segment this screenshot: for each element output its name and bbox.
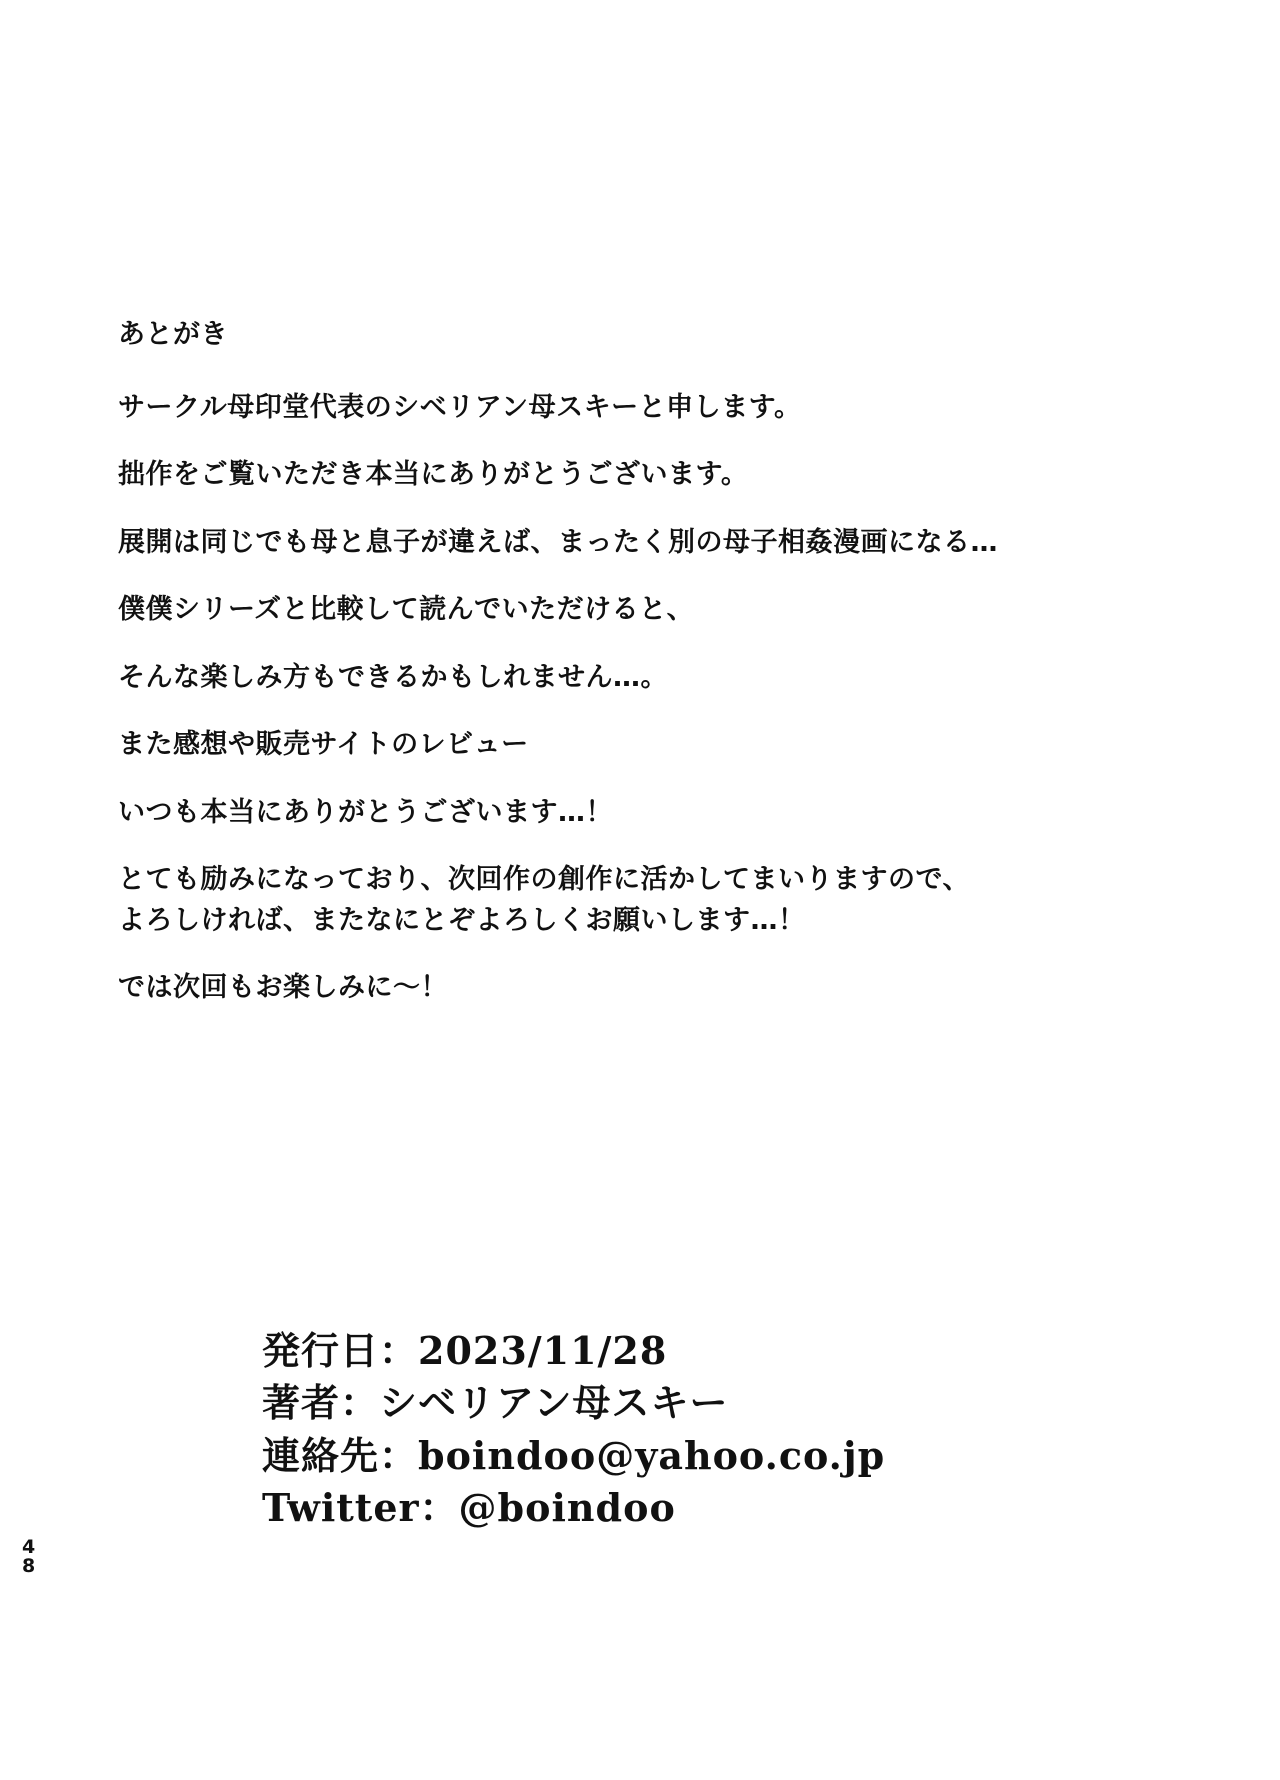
page-number-digit-2: 8	[22, 1555, 36, 1577]
colophon-author: 著者：シベリアン母スキー	[262, 1380, 729, 1426]
afterword-paragraph-10: では次回もお楽しみに～！	[118, 972, 448, 1004]
afterword-paragraph-1: サークル母印堂代表のシベリアン母スキーと申します。	[118, 391, 802, 423]
colophon-publish-date: 発行日：2023/11/28	[262, 1328, 668, 1373]
afterword-paragraph-6: また感想や販売サイトのレビュー	[118, 729, 529, 761]
page-number	[22, 1538, 62, 1576]
afterword-section	[118, 318, 1138, 1006]
afterword-paragraph-5: そんな楽しみ方もできるかもしれません…。	[118, 661, 668, 693]
afterword-paragraph-7: いつも本当にありがとうございます…！	[118, 796, 613, 828]
colophon-block	[262, 1328, 1162, 1531]
colophon-contact-email: 連絡先：boindoo@yahoo.co.jp	[262, 1432, 886, 1478]
afterword-paragraph-4: 僕僕シリーズと比較して読んでいただけると、	[118, 594, 695, 626]
afterword-paragraph-9: よろしければ、またなにとぞよろしくお願いします…！	[118, 904, 806, 936]
afterword-paragraph-3: 展開は同じでも母と息子が違えば、まったく別の母子相姦漫画になる…	[118, 526, 998, 558]
page-number-digit-1: 4	[22, 1536, 36, 1558]
afterword-paragraph-2: 拙作をご覧いただき本当にありがとうございます。	[118, 459, 749, 491]
afterword-heading: あとがき	[118, 319, 228, 350]
colophon-twitter-handle: Twitter：@boindoo	[262, 1485, 676, 1531]
afterword-paragraph-8: とても励みになっており、次回作の創作に活かしてまいりますので、	[118, 864, 970, 896]
